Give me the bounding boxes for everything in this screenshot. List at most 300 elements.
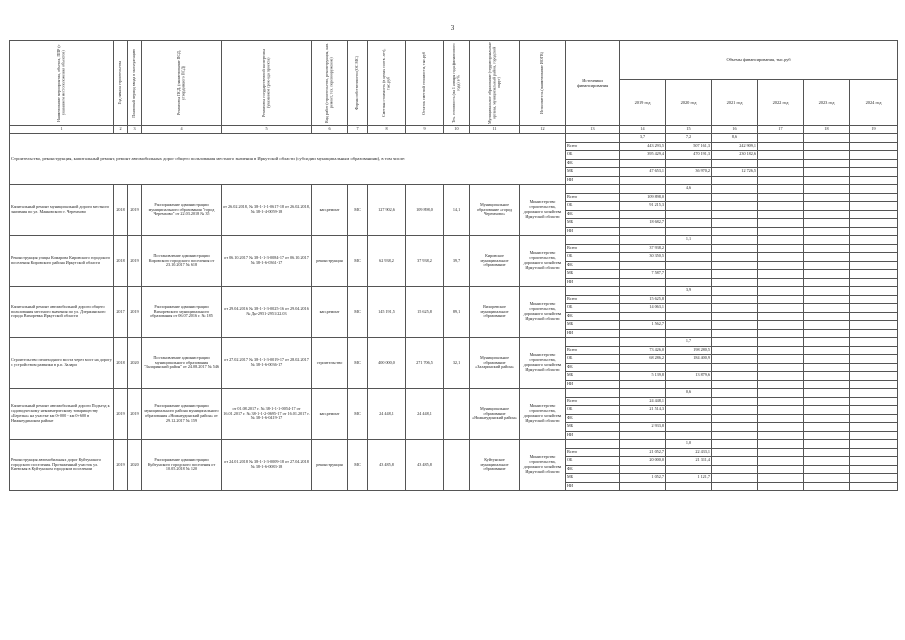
percent-cell: 1,7 bbox=[666, 338, 712, 347]
amount-cell bbox=[804, 168, 850, 177]
header-year: 2019 год bbox=[620, 80, 666, 126]
header-municipality: Муниципальное образование (территориальные органы, муниципальный район, городской округ) bbox=[470, 41, 520, 126]
amount-cell: 2 933,8 bbox=[620, 423, 666, 432]
percent-cell bbox=[850, 185, 898, 194]
amount-cell bbox=[666, 278, 712, 287]
psd-details: Распоряжение администрации муниципального района муниципального образования «Нижнеудинский район» от 29.12.2017 № 159 bbox=[142, 389, 222, 440]
column-index-cell: 18 bbox=[804, 126, 850, 134]
percent-cell bbox=[620, 338, 666, 347]
amount-cell bbox=[712, 244, 758, 253]
end-year: 2020 bbox=[128, 440, 142, 491]
percent-cell bbox=[804, 440, 850, 449]
header-year: 2024 год bbox=[850, 80, 898, 126]
municipality: Муниципальное образование «город Черемхово» bbox=[470, 185, 520, 236]
amount-cell: 470 191,3 bbox=[666, 151, 712, 160]
start-year: 2018 bbox=[114, 185, 128, 236]
source-cell: ОБ bbox=[566, 355, 620, 364]
source-cell: Всего bbox=[566, 142, 620, 151]
amount-cell bbox=[804, 355, 850, 364]
amount-cell bbox=[666, 397, 712, 406]
amount-cell: 5 139,8 bbox=[620, 372, 666, 381]
amount-cell bbox=[850, 278, 898, 287]
amount-cell bbox=[850, 176, 898, 185]
project-name: Строительство пешеходного моста через мост на дорогу с устройством развязки в р.п. Залари bbox=[10, 338, 114, 389]
readiness: 89,1 bbox=[444, 287, 470, 338]
expertise-details: от 26.02.2018, № 38-1-1-1-0617-18 от 26.02.2018, № 38-1-4-0059-18 bbox=[222, 185, 312, 236]
percent-row bbox=[10, 389, 898, 398]
amount-cell bbox=[850, 210, 898, 219]
amount-cell bbox=[804, 465, 850, 474]
percent-cell bbox=[804, 236, 850, 245]
amount-cell: 1 052,7 bbox=[620, 474, 666, 483]
amount-cell bbox=[666, 321, 712, 330]
amount-cell bbox=[804, 244, 850, 253]
amount-cell bbox=[804, 312, 850, 321]
amount-cell bbox=[758, 278, 804, 287]
estimated-cost: 145 191,5 bbox=[368, 287, 406, 338]
amount-cell: 24 448,1 bbox=[620, 397, 666, 406]
amount-cell bbox=[620, 414, 666, 423]
amount-cell bbox=[758, 151, 804, 160]
remaining-cost: 37 938,2 bbox=[406, 236, 444, 287]
amount-cell bbox=[850, 142, 898, 151]
amount-cell bbox=[804, 457, 850, 466]
amount-cell bbox=[804, 159, 850, 168]
amount-cell bbox=[666, 431, 712, 440]
amount-cell bbox=[804, 304, 850, 313]
amount-cell bbox=[804, 278, 850, 287]
amount-cell bbox=[758, 465, 804, 474]
header-year: 2021 год bbox=[712, 80, 758, 126]
amount-cell: 443 293,5 bbox=[620, 142, 666, 151]
source-cell: Всего bbox=[566, 448, 620, 457]
header-psd: Реквизиты ПСД, (наименование ПСД, утвердившего ПСД) bbox=[142, 41, 222, 126]
amount-cell bbox=[850, 244, 898, 253]
source-cell: НИ bbox=[566, 329, 620, 338]
financing-table bbox=[9, 40, 898, 491]
source-cell bbox=[566, 389, 620, 398]
source-cell: МБ bbox=[566, 321, 620, 330]
amount-cell bbox=[850, 363, 898, 372]
column-index-cell: 11 bbox=[470, 126, 520, 134]
percent-cell: 1,0 bbox=[666, 440, 712, 449]
source-cell: НИ bbox=[566, 176, 620, 185]
amount-cell: 395 429,4 bbox=[620, 151, 666, 160]
amount-cell bbox=[666, 312, 712, 321]
remaining-cost: 24 448,1 bbox=[406, 389, 444, 440]
amount-cell bbox=[804, 210, 850, 219]
remaining-cost: 271 706,5 bbox=[406, 338, 444, 389]
column-index-cell: 10 bbox=[444, 126, 470, 134]
work-type: строительство bbox=[312, 338, 348, 389]
amount-cell bbox=[758, 312, 804, 321]
amount-cell bbox=[804, 372, 850, 381]
source-cell: ФБ bbox=[566, 261, 620, 270]
amount-cell bbox=[620, 329, 666, 338]
percent-cell bbox=[850, 287, 898, 296]
percent-cell bbox=[712, 185, 758, 194]
amount-cell bbox=[850, 406, 898, 415]
amount-cell: 91 215,3 bbox=[620, 202, 666, 211]
amount-cell bbox=[758, 346, 804, 355]
column-index-cell: 14 bbox=[620, 126, 666, 134]
amount-cell bbox=[758, 244, 804, 253]
readiness bbox=[444, 440, 470, 491]
table-body bbox=[10, 134, 898, 491]
source-cell bbox=[566, 185, 620, 194]
amount-cell bbox=[712, 312, 758, 321]
municipality: Вихоревское муниципальное образование bbox=[470, 287, 520, 338]
amount-cell bbox=[758, 253, 804, 262]
source-cell: ФБ bbox=[566, 159, 620, 168]
amount-cell bbox=[804, 380, 850, 389]
readiness: 39,7 bbox=[444, 236, 470, 287]
column-index-cell: 9 bbox=[406, 126, 444, 134]
amount-cell: 184 400,9 bbox=[666, 355, 712, 364]
column-index-row bbox=[10, 126, 898, 134]
header-sources: Источники финансирования bbox=[566, 41, 620, 126]
header-end-year: Плановый период ввода в эксплуатацию bbox=[128, 41, 142, 126]
amount-cell bbox=[804, 431, 850, 440]
column-index-cell: 17 bbox=[758, 126, 804, 134]
amount-cell bbox=[850, 414, 898, 423]
municipality: Кировское муниципальное образование bbox=[470, 236, 520, 287]
amount-cell bbox=[666, 380, 712, 389]
amount-cell bbox=[620, 482, 666, 491]
amount-cell bbox=[666, 210, 712, 219]
amount-cell bbox=[758, 457, 804, 466]
amount-cell bbox=[758, 270, 804, 279]
psd-details: Распоряжение администрации муниципального образования "город Черемхово" от 22.03.2018 № 35 bbox=[142, 185, 222, 236]
percent-cell bbox=[804, 338, 850, 347]
header-ownership: Форма собственности (ОС МС) bbox=[348, 41, 368, 126]
amount-cell bbox=[666, 244, 712, 253]
amount-cell bbox=[850, 482, 898, 491]
amount-cell bbox=[804, 253, 850, 262]
column-index-cell: 16 bbox=[712, 126, 758, 134]
project-name: Капитальный ремонт автомобильной дороги Подъезд к садоводческому некоммерческому товариществу «Березка» на участке км 0+000 - км 0+600 в Нижнеудинском районе bbox=[10, 389, 114, 440]
estimated-cost: 127 902,6 bbox=[368, 185, 406, 236]
percent-cell bbox=[620, 236, 666, 245]
end-year: 2019 bbox=[128, 287, 142, 338]
column-index-cell: 12 bbox=[520, 126, 566, 134]
header-name: Наименование мероприятия, объекта, ППР (с указанием местоположения объектов) bbox=[10, 41, 114, 126]
source-cell: НИ bbox=[566, 380, 620, 389]
amount-cell bbox=[620, 431, 666, 440]
percent-cell bbox=[620, 389, 666, 398]
psd-details: Постановление администрации муниципального образования "Заларинский район" от 24.08.2017 № 546 bbox=[142, 338, 222, 389]
percent-cell bbox=[712, 338, 758, 347]
amount-cell bbox=[758, 168, 804, 177]
amount-cell bbox=[666, 363, 712, 372]
expertise-details: от 27.02.2017 № 38-1-1-3-0019-17 от 28.02.2017 № 38-1-6-0036-17 bbox=[222, 338, 312, 389]
project-name: Капитальный ремонт муниципальной дороги местного значения по ул. Маяковского г. Черемхово bbox=[10, 185, 114, 236]
amount-cell bbox=[712, 474, 758, 483]
amount-cell bbox=[666, 482, 712, 491]
column-index-cell: 3 bbox=[128, 126, 142, 134]
source-cell bbox=[566, 236, 620, 245]
amount-cell bbox=[712, 304, 758, 313]
amount-cell: 109 898,0 bbox=[620, 193, 666, 202]
amount-cell: 36 970,2 bbox=[666, 168, 712, 177]
source-cell: НИ bbox=[566, 278, 620, 287]
source-cell: ОБ bbox=[566, 304, 620, 313]
work-type: реконструкция bbox=[312, 440, 348, 491]
amount-cell bbox=[850, 355, 898, 364]
amount-cell bbox=[666, 465, 712, 474]
amount-cell bbox=[850, 465, 898, 474]
source-cell: ФБ bbox=[566, 210, 620, 219]
amount-cell: 18 682,7 bbox=[620, 219, 666, 228]
amount-cell bbox=[804, 219, 850, 228]
amount-cell bbox=[850, 219, 898, 228]
start-year: 2019 bbox=[114, 389, 128, 440]
amount-cell bbox=[620, 465, 666, 474]
amount-cell bbox=[758, 329, 804, 338]
column-index-cell: 7 bbox=[348, 126, 368, 134]
source-cell: МБ bbox=[566, 168, 620, 177]
source-cell: ОБ bbox=[566, 151, 620, 160]
percent-cell bbox=[712, 440, 758, 449]
source-cell: НИ bbox=[566, 482, 620, 491]
source-cell: ФБ bbox=[566, 465, 620, 474]
amount-cell: 68 286,2 bbox=[620, 355, 666, 364]
percent-cell bbox=[804, 185, 850, 194]
psd-details: Распоряжение администрации Вихоревского муниципального образования от 06.07.2016 г. № 185 bbox=[142, 287, 222, 338]
source-cell bbox=[566, 440, 620, 449]
amount-cell bbox=[712, 253, 758, 262]
amount-cell bbox=[804, 193, 850, 202]
amount-cell bbox=[850, 159, 898, 168]
amount-cell bbox=[712, 363, 758, 372]
percent-cell bbox=[804, 287, 850, 296]
amount-cell bbox=[712, 431, 758, 440]
percent-cell bbox=[758, 338, 804, 347]
amount-cell bbox=[850, 270, 898, 279]
amount-cell bbox=[712, 176, 758, 185]
source-cell: МБ bbox=[566, 372, 620, 381]
source-cell: ОБ bbox=[566, 406, 620, 415]
column-index-cell: 15 bbox=[666, 126, 712, 134]
amount-cell bbox=[666, 295, 712, 304]
amount-cell bbox=[850, 380, 898, 389]
psd-details: Постановление администрации Кировского городского поселения от 23.10.2017 № 618 bbox=[142, 236, 222, 287]
amount-cell bbox=[758, 193, 804, 202]
amount-cell bbox=[666, 202, 712, 211]
readiness bbox=[444, 389, 470, 440]
amount-cell bbox=[712, 329, 758, 338]
amount-cell bbox=[712, 397, 758, 406]
amount-cell bbox=[712, 202, 758, 211]
amount-cell bbox=[666, 304, 712, 313]
remaining-cost: 109 898,0 bbox=[406, 185, 444, 236]
municipality: Муниципальное образование «Заларинский район» bbox=[470, 338, 520, 389]
source-cell: Всего bbox=[566, 397, 620, 406]
amount-cell bbox=[850, 431, 898, 440]
amount-cell bbox=[804, 474, 850, 483]
amount-cell bbox=[666, 219, 712, 228]
expertise-details: от 24.01.2018 № 38-1-1-3-0009-18 от 27.04.2018 № 38-1-6-0083-18 bbox=[222, 440, 312, 491]
amount-cell bbox=[758, 414, 804, 423]
amount-cell bbox=[712, 380, 758, 389]
work-type: кап.ремонт bbox=[312, 287, 348, 338]
amount-cell bbox=[712, 448, 758, 457]
amount-cell bbox=[758, 474, 804, 483]
source-cell: НИ bbox=[566, 431, 620, 440]
page-number: 3 bbox=[450, 24, 455, 32]
amount-cell bbox=[758, 355, 804, 364]
amount-cell bbox=[758, 431, 804, 440]
percent-cell bbox=[850, 134, 898, 143]
amount-cell bbox=[666, 193, 712, 202]
amount-cell: 22 433,1 bbox=[666, 448, 712, 457]
amount-cell bbox=[758, 482, 804, 491]
amount-cell bbox=[804, 346, 850, 355]
header-readiness: Тех. готовность (на 1 января года финансового года) в % bbox=[444, 41, 470, 126]
percent-row bbox=[10, 236, 898, 245]
executor: Министерство строительства, дорожного хозяйства Иркутской области bbox=[520, 440, 566, 491]
amount-cell bbox=[712, 406, 758, 415]
amount-cell: 21 052,7 bbox=[620, 448, 666, 457]
percent-cell: 1,1 bbox=[666, 236, 712, 245]
amount-cell bbox=[666, 270, 712, 279]
percent-cell bbox=[620, 287, 666, 296]
percent-cell bbox=[804, 134, 850, 143]
amount-cell bbox=[666, 406, 712, 415]
amount-cell: 12 726,5 bbox=[712, 168, 758, 177]
executor: Министерство строительства, дорожного хозяйства Иркутской области bbox=[520, 236, 566, 287]
amount-cell bbox=[666, 159, 712, 168]
amount-cell bbox=[666, 261, 712, 270]
amount-cell bbox=[804, 482, 850, 491]
percent-cell: 3,9 bbox=[666, 287, 712, 296]
ownership: МС bbox=[348, 236, 368, 287]
remaining-cost: 15 625,8 bbox=[406, 287, 444, 338]
percent-row bbox=[10, 185, 898, 194]
end-year: 2019 bbox=[128, 389, 142, 440]
header-expertise: Реквизиты государственной экспертизы (указанием срок-ода проекта) bbox=[222, 41, 312, 126]
source-cell: МБ bbox=[566, 474, 620, 483]
header-remaining-cost: Остаток сметной стоимости, тыс.руб bbox=[406, 41, 444, 126]
amount-cell: 14 063,1 bbox=[620, 304, 666, 313]
expertise-details: от 29.04.2016 № 38-1-1-3-0025-16 от 29.04.2016 № Дн-2951-2951/22.03 bbox=[222, 287, 312, 338]
amount-cell bbox=[804, 448, 850, 457]
amount-cell bbox=[758, 219, 804, 228]
project-name: Реконструкция автомобильных дорог Куйтунского городского поселения. Протяженный участок ул. Киевская в Куйтунском городском поселении bbox=[10, 440, 114, 491]
header-financing: Объемы финансирования, тыс.руб bbox=[620, 41, 898, 80]
column-index-cell: 13 bbox=[566, 126, 620, 134]
amount-cell bbox=[758, 372, 804, 381]
amount-cell bbox=[758, 261, 804, 270]
ownership: МС bbox=[348, 389, 368, 440]
executor: Министерство строительства, дорожного хозяйства Иркутской области bbox=[520, 185, 566, 236]
amount-cell bbox=[758, 142, 804, 151]
estimated-cost: 62 938,2 bbox=[368, 236, 406, 287]
amount-cell bbox=[758, 210, 804, 219]
source-cell: ОБ bbox=[566, 457, 620, 466]
header-row bbox=[10, 41, 898, 80]
amount-cell: 20 000,0 bbox=[620, 457, 666, 466]
amount-cell: 21 514,3 bbox=[620, 406, 666, 415]
amount-cell bbox=[620, 363, 666, 372]
percent-row bbox=[10, 338, 898, 347]
amount-cell bbox=[804, 363, 850, 372]
source-cell bbox=[566, 338, 620, 347]
section-title: Строительство, реконструкция, капитальный ремонт, ремонт автомобильных дорог общего пользования местного значения в Иркутской области (субсидии муниципальным образованиям), в том числе: bbox=[10, 134, 566, 185]
source-cell: Всего bbox=[566, 295, 620, 304]
amount-cell bbox=[666, 227, 712, 236]
expertise-details: от 01.08.2017 г. № 38-1-1-1-0054-17 от 16.01.2017 г. № 38-1-1-2-0695-17 от 16.01.2017 г. № 38-1-6-0419-17 bbox=[222, 389, 312, 440]
amount-cell bbox=[850, 346, 898, 355]
ownership: МС bbox=[348, 338, 368, 389]
work-type: кап.ремонт bbox=[312, 185, 348, 236]
amount-cell bbox=[850, 457, 898, 466]
column-index-cell: 1 bbox=[10, 126, 114, 134]
source-cell: НИ bbox=[566, 227, 620, 236]
column-index-cell: 2 bbox=[114, 126, 128, 134]
amount-cell bbox=[712, 423, 758, 432]
end-year: 2020 bbox=[128, 338, 142, 389]
amount-cell bbox=[804, 151, 850, 160]
amount-cell bbox=[850, 329, 898, 338]
amount-cell bbox=[666, 329, 712, 338]
amount-cell bbox=[850, 474, 898, 483]
header-year: 2023 год bbox=[804, 80, 850, 126]
ownership: МС bbox=[348, 440, 368, 491]
amount-cell bbox=[620, 312, 666, 321]
source-cell: МБ bbox=[566, 423, 620, 432]
readiness: 14,1 bbox=[444, 185, 470, 236]
percent-cell bbox=[850, 389, 898, 398]
amount-cell bbox=[804, 329, 850, 338]
percent-cell bbox=[758, 389, 804, 398]
source-cell: Всего bbox=[566, 346, 620, 355]
executor: Министерство строительства, дорожного хозяйства Иркутской области bbox=[520, 338, 566, 389]
source-cell: Всего bbox=[566, 193, 620, 202]
amount-cell: 13 879,6 bbox=[666, 372, 712, 381]
percent-row bbox=[10, 287, 898, 296]
amount-cell bbox=[620, 227, 666, 236]
source-cell bbox=[566, 287, 620, 296]
amount-cell: 198 280,5 bbox=[666, 346, 712, 355]
amount-cell bbox=[758, 227, 804, 236]
header-start-year: Год начала строительства bbox=[114, 41, 128, 126]
amount-cell: 30 350,5 bbox=[620, 253, 666, 262]
source-cell: МБ bbox=[566, 270, 620, 279]
percent-cell: 0,6 bbox=[666, 389, 712, 398]
amount-cell bbox=[712, 270, 758, 279]
amount-cell bbox=[804, 227, 850, 236]
amount-cell bbox=[804, 261, 850, 270]
amount-cell bbox=[758, 380, 804, 389]
executor: Министерство строительства, дорожного хозяйства Иркутской области bbox=[520, 287, 566, 338]
header-year: 2022 год bbox=[758, 80, 804, 126]
amount-cell bbox=[804, 142, 850, 151]
amount-cell bbox=[712, 482, 758, 491]
amount-cell bbox=[850, 193, 898, 202]
amount-cell bbox=[804, 397, 850, 406]
percent-cell bbox=[758, 185, 804, 194]
estimated-cost: 43 485,8 bbox=[368, 440, 406, 491]
source-cell: ФБ bbox=[566, 414, 620, 423]
amount-cell bbox=[804, 270, 850, 279]
amount-cell bbox=[712, 372, 758, 381]
percent-cell bbox=[850, 338, 898, 347]
amount-cell bbox=[804, 176, 850, 185]
amount-cell bbox=[758, 159, 804, 168]
amount-cell: 230 182,6 bbox=[712, 151, 758, 160]
percent-cell: 3,7 bbox=[620, 134, 666, 143]
